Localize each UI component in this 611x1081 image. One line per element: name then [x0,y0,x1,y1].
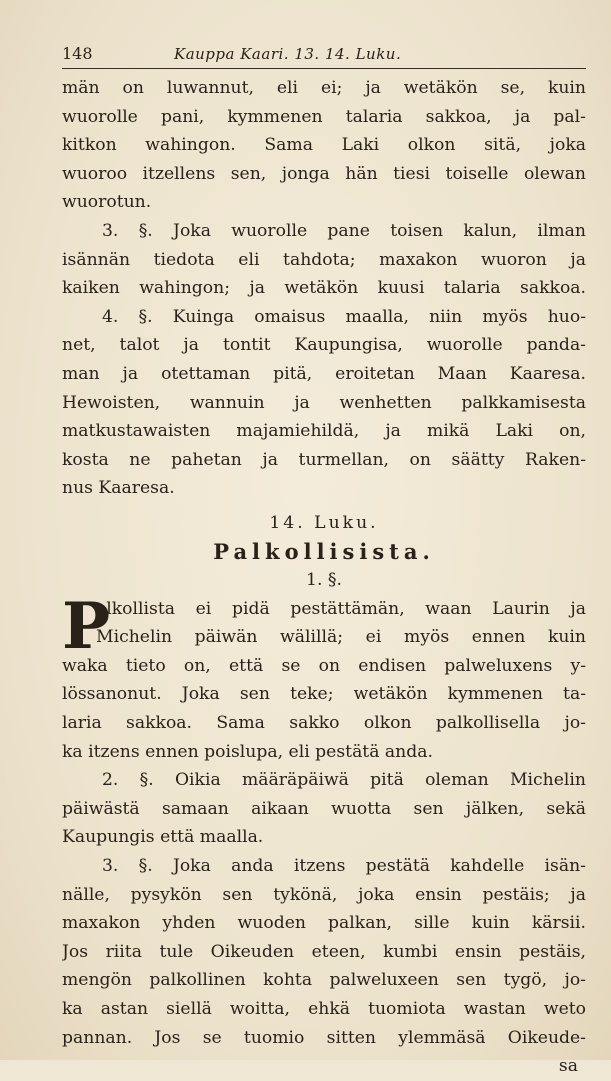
text-line: net, talot ja tontit Kaupungisa, wuorolle panda- [62,335,586,356]
text-line: laria sakkoa. Sama sakko olkon palkollisella jo- [62,713,586,734]
text-line: män on luwannut, eli ei; ja wetäkön se, kuin [62,78,586,98]
text-line: matkustawaisten majamiehildä, ja mikä Laki on, [62,421,586,442]
text-line: waka tieto on, että se on endisen palweluxens y- [62,655,586,676]
chapter-title: Palkollisista. [213,538,435,564]
text-line: wuorotun. [62,192,152,213]
paragraph-14-3-line: 3. §. Joka anda itzens pestätä kahdelle isän- [102,856,586,877]
text-line: nus Kaaresa. [62,478,175,499]
text-line: wuoroo itzellens sen, jonga hän tiesi toiselle olewan [62,163,586,184]
body-text [62,74,586,1081]
paragraph-13-3-line: 3. §. Joka wuorolle pane toisen kalun, ilman [102,220,586,241]
page-number: 148 [62,44,93,63]
text-line: ka astan siellä woitta, ehkä tuomiota wastan weto [62,999,586,1019]
catchword: sa [558,1056,578,1077]
paragraph-14-1 [62,588,586,767]
text-line: man ja otettaman pitä, eroitetan Maan Kaaresa. [62,363,586,384]
running-title: Kauppa Kaari. 13. 14. Luku. [174,45,402,63]
text-line: nälle, pysykön sen tykönä, joka ensin pestäis; ja [62,884,586,905]
text-line: maxakon yhden wuoden palkan, sille kuin kärsii. [62,913,586,934]
text-line: ka itzens ennen poislupa, eli pestätä anda. [62,741,433,762]
drop-capital: P [62,588,111,664]
text-line: Kaupungis että maalla. [62,827,264,848]
text-line: alkollista ei pidä pestättämän, waan Laurin ja [96,598,586,619]
text-line: Michelin päiwän wälillä; ei myös ennen kuin [96,627,586,648]
text-line: Hewoisten, wannuin ja wenhetten palkkamisesta [62,392,586,413]
text-line: wuorolle pani, kymmenen talaria sakkoa, ja pal- [62,106,586,127]
section-mark: 1. §. [306,570,342,591]
text-line: kaiken wahingon; ja wetäkön kuusi talaria sakkoa. [62,278,586,299]
text-line: päiwästä samaan aikaan wuotta sen jälken, sekä [62,798,586,819]
paragraph-14-2-line: 2. §. Oikia määräpäiwä pitä oleman Michelin [102,770,586,791]
text-line: kosta ne pahetan ja turmellan, on säätty Raken- [62,449,586,470]
text-line: pannan. Jos se tuomio sitten ylemmäsä Oikeude- [62,1027,586,1048]
text-line: mengön palkollinen kohta palweluxeen sen tygö, jo- [62,970,586,991]
chapter-number: 14. Luku. [269,512,379,533]
header-rule [62,68,586,69]
text-line: Jos riita tule Oikeuden eteen, kumbi ensin pestäis, [62,941,586,962]
text-line: lössanonut. Joka sen teke; wetäkön kymmenen ta- [62,684,586,705]
paragraph-13-4-line: 4. §. Kuinga omaisus maalla, niin myös huo- [102,306,586,327]
text-line: kitkon wahingon. Sama Laki olkon sitä, joka [62,135,586,156]
text-line: isännän tiedota eli tahdota; maxakon wuoron ja [62,249,586,270]
